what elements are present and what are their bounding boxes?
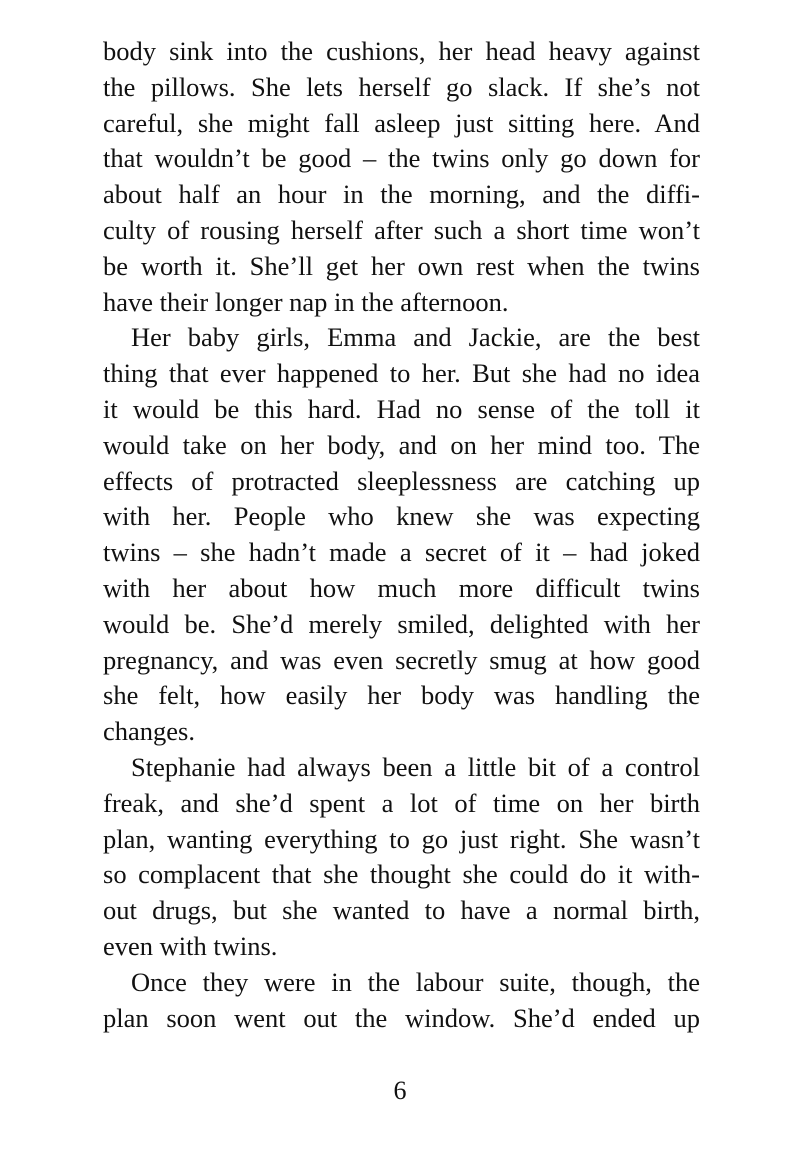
text-line: it would be this hard. Had no sense of the toll it [103,393,700,424]
text-line: with her about how much more difficult twins [103,572,700,603]
text-line: be worth it. She’ll get her own rest when the twins [103,250,700,281]
text-line: with her. People who knew she was expecting [103,501,700,532]
text-line: so complacent that she thought she could do it with- [103,859,700,890]
text-line: Once they were in the labour suite, though, the [131,966,700,997]
text-line: have their longer nap in the afternoon. [103,286,509,317]
text-line: she felt, how easily her body was handling the [103,680,700,711]
text-line: twins – she hadn’t made a secret of it – had joked [103,537,700,568]
body-text [103,34,700,1036]
text-line: plan, wanting everything to go just right. She wasn’t [103,823,700,854]
text-line: even with twins. [103,930,278,961]
text-line: out drugs, but she wanted to have a normal birth, [103,895,700,926]
text-line: thing that ever happened to her. But she had no idea [103,358,700,389]
text-line: effects of protracted sleeplessness are catching up [103,465,700,496]
text-line: would take on her body, and on her mind too. The [103,429,700,460]
text-line: changes. [103,716,195,747]
text-line: plan soon went out the window. She’d ended up [103,1002,700,1033]
page-number: 6 [393,1076,407,1105]
text-line: careful, she might fall asleep just sitting here. And [103,107,700,138]
text-line: Stephanie had always been a little bit of a control [131,751,700,782]
text-line: pregnancy, and was even secretly smug at how good [103,644,700,675]
text-line: that wouldn’t be good – the twins only go down for [103,143,700,174]
text-line: culty of rousing herself after such a short time won’t [103,214,700,245]
text-line: Her baby girls, Emma and Jackie, are the best [131,322,700,353]
text-line: body sink into the cushions, her head heavy against [103,36,700,66]
text-line: would be. She’d merely smiled, delighted with her [103,608,700,639]
text-line: about half an hour in the morning, and the diffi- [103,179,700,210]
text-line: the pillows. She lets herself go slack. If she’s not [103,71,700,102]
text-line: freak, and she’d spent a lot of time on her birth [103,787,700,818]
